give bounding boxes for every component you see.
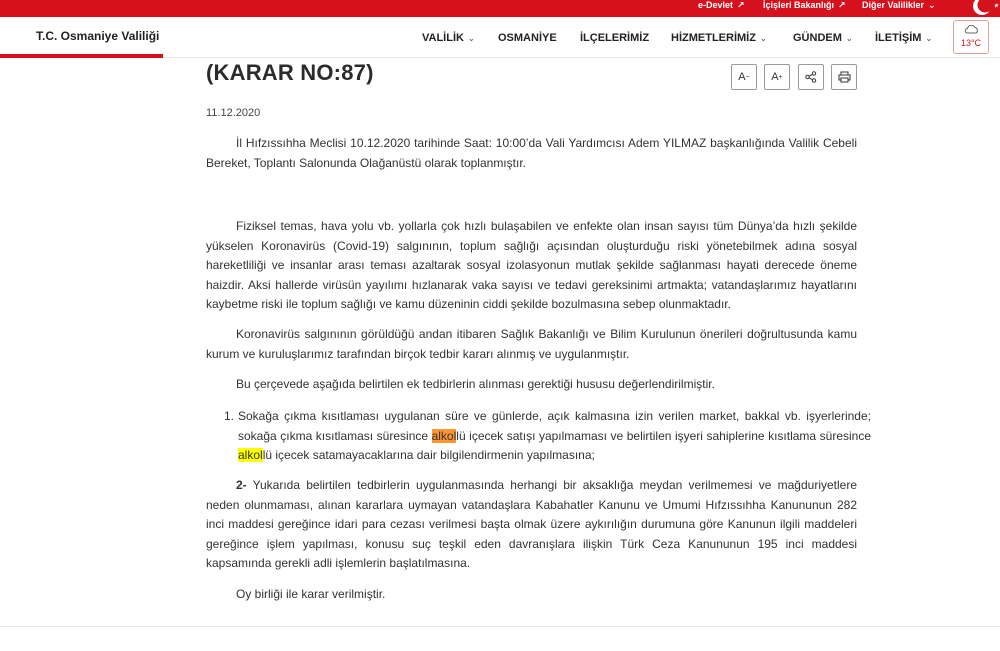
chevron-down-icon: ⌄ (845, 33, 853, 43)
paragraph-3: Koronavirüs salgınının görüldüğü andan itibaren Sağlık Bakanlığı ve Bilim Kurulunun önerileri doğrultusunda kamu kurum ve kuruluşlarımız tarafından birçok tedbir kararı alınmış ve uygulanmıştır. (206, 327, 857, 361)
paragraph-4: Bu çerçevede aşağıda belirtilen ek tedbirlerin alınması gerektiği hususu değerlendirilmiştir. (236, 377, 715, 391)
site-title[interactable]: T.C. Osmaniye Valiliği (36, 29, 160, 43)
nav-valilik-label: VALİLİK (422, 32, 464, 44)
nav-valilik[interactable] (422, 30, 475, 46)
paragraph-2: Fiziksel temas, hava yolu vb. yollarla çok hızlı bulaşabilen ve enfekte olan insan sayısı tüm Dünya’da hızlı şekilde yükselen Koronavirüs (Covid-19) salgınının, toplum sağlığı açısından oluşturduğu riski yönetebilmek adına sosyal hareketliliği ve insanlar arası teması azaltarak sosyal izolasyonun mutlak şekilde sağlanması hayati derecede öneme haizdir. Aksi hallerde virüsün yayılımı hızlanarak vaka sayısı ve tedavi gereksinimi artmakta; vatandaşlarımız hayatlarını kaybetme riski ile toplum sağlığı ve kamu düzeninin ciddi şekilde bozulmasına sebep olunmaktadır. (206, 219, 857, 311)
diger-valilikler-dropdown[interactable] (862, 0, 936, 10)
plus-icon: + (778, 73, 783, 81)
article-date: 11.12.2020 (206, 107, 261, 119)
nav-gundem-label: GÜNDEM (793, 32, 842, 44)
diger-valilikler-label: Diğer Valilikler (862, 0, 925, 10)
nav-osmaniye-label: OSMANİYE (498, 32, 557, 44)
weather-widget[interactable] (953, 20, 989, 54)
paragraph-item-2 (206, 476, 857, 574)
main-header (0, 17, 1000, 58)
page-title: (KARAR NO:87) (206, 60, 374, 85)
share-button[interactable] (798, 64, 824, 90)
list-item-number: 1. (224, 409, 235, 423)
paragraph-1: İl Hıfzıssıhha Meclisi 10.12.2020 tarihinde Saat: 10:00’da Vali Yardımcısı Adem YILMAZ başkanlığında Valilik Cebeli Bereket, Toplantı Salonunda Olağanüstü olarak toplanmıştır. (206, 136, 857, 170)
divider (0, 626, 1000, 627)
font-increase-label: A (771, 71, 779, 83)
chevron-down-icon: ⌄ (925, 33, 933, 43)
nav-osmaniye[interactable] (498, 30, 557, 46)
nav-gundem[interactable] (793, 30, 853, 46)
cloud-icon (963, 25, 979, 34)
nav-iletisim[interactable] (875, 30, 932, 46)
nav-ilcelerimiz[interactable] (580, 30, 649, 46)
external-arrow-icon: ↗ (737, 0, 745, 10)
icisleri-link[interactable] (763, 0, 846, 10)
item-2-number: 2- (236, 478, 247, 492)
nav-iletisim-label: İLETİŞİM (875, 32, 922, 44)
share-icon (805, 71, 817, 83)
nav-hizmetlerimiz-label: HİZMETLERİMİZ (671, 32, 756, 44)
font-decrease-button[interactable] (731, 64, 757, 90)
icisleri-label: İçişleri Bakanlığı (763, 0, 835, 10)
search-highlight: alkol (238, 448, 263, 462)
nav-hizmetlerimiz[interactable] (671, 30, 767, 46)
nav-ilcelerimiz-label: İLÇELERİMİZ (580, 32, 650, 44)
item-text-a: Sokağa çıkma kısıtlaması uygulanan süre ve günlerde, açık kalmasına izin verilen market, bakkal vb. işyerlerinde; sokağa çıkma kısıtlaması süresince (238, 409, 871, 443)
chevron-down-icon: ⌄ (467, 33, 475, 43)
turkish-flag-logo (952, 0, 1000, 17)
print-icon (838, 71, 851, 83)
title-underline (0, 54, 163, 58)
external-arrow-icon: ↗ (838, 0, 846, 10)
list-item-1 (224, 407, 871, 466)
item-text-b: lü içecek satışı yapılmaması ve belirtilen işyeri sahiplerine kısıtlama süresince (456, 428, 872, 443)
item-text-c: lü içecek satamayacaklarına dair bilgilendirmenin yapılmasına; (262, 448, 595, 462)
top-utility-bar (0, 0, 1000, 17)
font-decrease-label: A (738, 71, 746, 83)
chevron-down-icon: ⌄ (759, 33, 767, 43)
closing-paragraph: Oy birliği ile karar verilmiştir. (236, 587, 386, 601)
e-devlet-label: e-Devlet (698, 0, 734, 10)
print-button[interactable] (831, 64, 857, 90)
minus-icon: − (745, 73, 750, 81)
weather-temp: 13°C (960, 38, 982, 48)
e-devlet-link[interactable] (698, 0, 745, 10)
search-highlight-current: alkol (431, 428, 457, 443)
item-2-text: Yukarıda belirtilen tedbirlerin uygulanmasında herhangi bir aksaklığa meydan verilmemesi ve mağduriyetlere neden olunmaması, alınan kararlara uymayan vatandaşlara Kabahatler Kanunu ve Umumi Hıfzıssıhha Kanununun 282 inci maddesi gereğince idari para cezası verilmesi başta olmak üzere aykırılığın durumuna göre Kanunun ilgili maddeleri gereğince işlem yapılması, konusu suç teşkil eden davranışlara ilişkin Türk Ceza Kanununun 195 inci maddesi kapsamında gerekli adli işlemlerin başlatılmasına. (206, 478, 857, 570)
chevron-down-icon: ⌄ (928, 0, 936, 10)
font-increase-button[interactable] (764, 64, 790, 90)
